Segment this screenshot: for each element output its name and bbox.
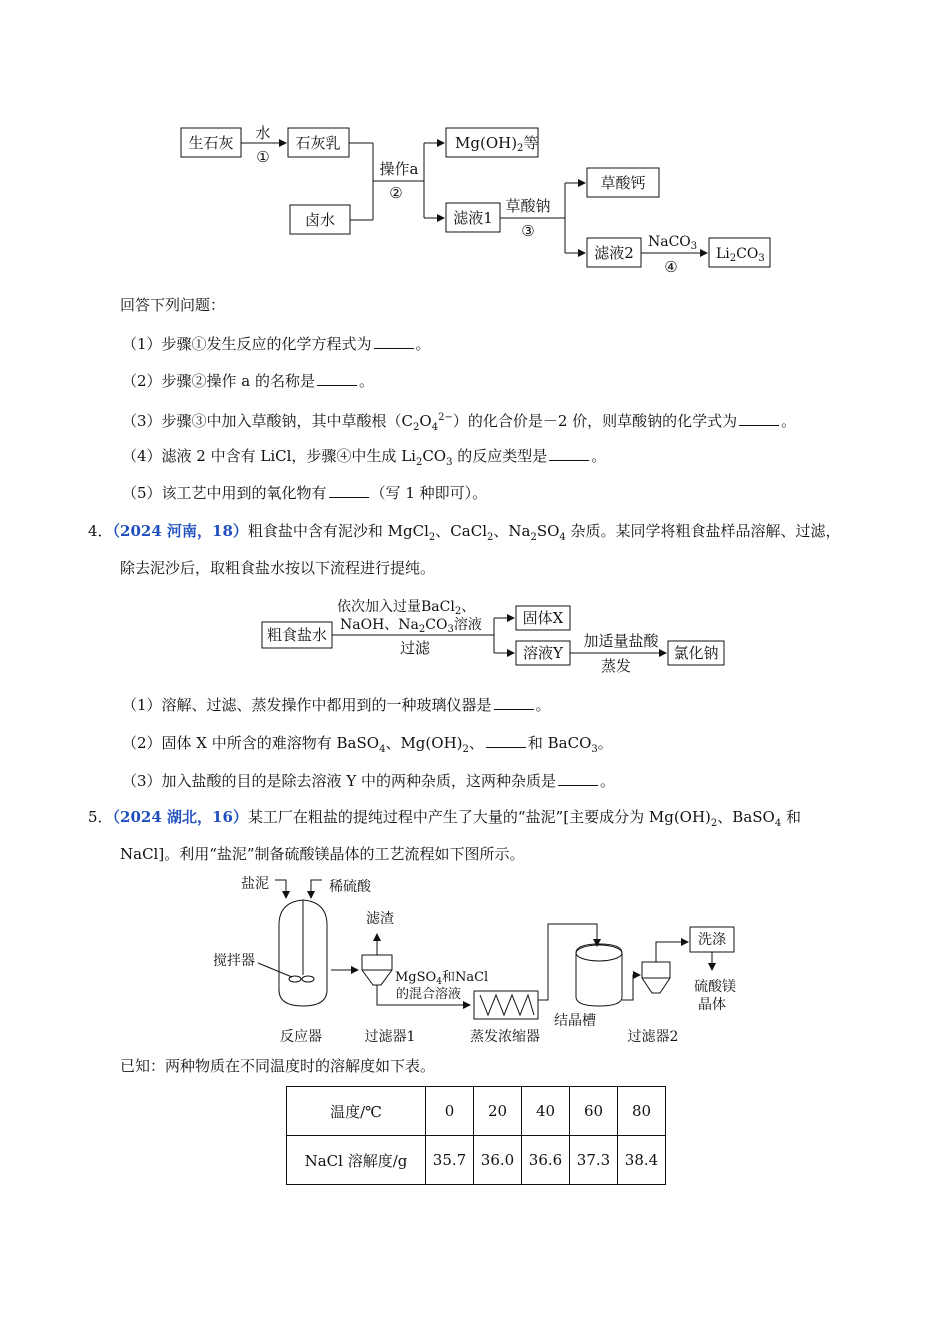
- label-filter: 过滤: [399, 639, 431, 657]
- answer-blank[interactable]: [549, 446, 589, 461]
- label-step1: ①: [256, 148, 270, 166]
- salt-purification-flowchart: [255, 592, 735, 682]
- label-solid-x: 固体X: [522, 609, 564, 627]
- q5-line2: NaCl]。利用“盐泥”制备硫酸镁晶体的工艺流程如下图所示。: [120, 845, 525, 863]
- table-cell: 80: [618, 1087, 666, 1136]
- q5-known: 已知：两种物质在不同温度时的溶解度如下表。: [120, 1057, 436, 1075]
- table-cell: 40: [522, 1087, 570, 1136]
- label-sodium-oxalate: 草酸钠: [505, 197, 551, 215]
- table-cell: 38.4: [618, 1136, 666, 1185]
- magnesium-sulfate-process-diagram: [205, 868, 760, 1050]
- label-crude-brine: 粗食盐水: [266, 626, 328, 644]
- label-evaporate: 蒸发: [600, 657, 632, 675]
- label-wash: 洗涤: [698, 932, 726, 948]
- label-filter1: 过滤器1: [364, 1029, 416, 1045]
- label-product-1: 硫酸镁: [694, 979, 736, 995]
- label-evaporator: 蒸发浓缩器: [470, 1029, 540, 1045]
- table-cell: 36.0: [474, 1136, 522, 1185]
- answer-blank[interactable]: [739, 411, 779, 426]
- label-filtrate1: 滤液1: [453, 209, 493, 227]
- label-quicklime: 生石灰: [188, 134, 234, 152]
- label-add-reagents-2: NaOH、$Na_2CO_3$溶液: [340, 617, 482, 635]
- label-filtrate2: 滤液2: [594, 244, 634, 262]
- answer-blank[interactable]: [329, 483, 369, 498]
- label-step2: ②: [389, 184, 403, 202]
- q4-line1: 4．（2024 河南，18）粗食盐中含有泥沙和 MgCl$_2$、CaCl$_2$、$Na_2SO_4$ 杂质。某同学将粗食盐样品溶解、过滤，: [88, 522, 841, 543]
- table-row: [287, 1087, 666, 1136]
- label-naco: NaCO$_3$: [648, 234, 698, 252]
- label-crystallizer: 结晶槽: [554, 1013, 596, 1029]
- answer-blank[interactable]: [486, 733, 526, 748]
- label-dilute-sulfuric-acid: 稀硫酸: [329, 879, 371, 895]
- table-cell: 温度/℃: [287, 1087, 426, 1136]
- label-product-2: 晶体: [698, 997, 726, 1013]
- q3-part3: （3）步骤③中加入草酸钠，其中草酸根$(C_2O_4^{2-})$的化合价是－2 价，则草酸钠的化学式为 。: [122, 412, 797, 433]
- label-brine: 卤水: [304, 211, 336, 229]
- label-add-reagents-1: 依次加入过量BaCl$_2$、: [337, 599, 476, 617]
- table-cell: 60: [570, 1087, 618, 1136]
- label-salt-mud: 盐泥: [241, 876, 269, 892]
- q4-part3: （3）加入盐酸的目的是除去溶液 Y 中的两种杂质，这两种杂质是 。: [122, 772, 616, 790]
- label-calcium-oxalate: 草酸钙: [600, 174, 646, 192]
- table-cell: 20: [474, 1087, 522, 1136]
- q3-intro: 回答下列问题：: [120, 296, 226, 314]
- q4-part2: （2）固体 X 中所含的难溶物有 BaSO$_4$、$Mg(OH)_2$、 和 BaCO$_3$。: [122, 734, 613, 755]
- label-water: 水: [255, 124, 271, 142]
- table-cell: 0: [426, 1087, 474, 1136]
- table-cell: 37.3: [570, 1136, 618, 1185]
- label-filter2: 过滤器2: [627, 1029, 679, 1045]
- answer-blank[interactable]: [494, 695, 534, 710]
- answer-blank[interactable]: [317, 371, 357, 386]
- label-li2co3: $Li_2CO_3$: [716, 246, 765, 264]
- q3-part5: （5）该工艺中用到的氧化物有 （写 1 种即可）。: [122, 484, 488, 502]
- answer-blank[interactable]: [374, 334, 414, 349]
- label-nacl: 氯化钠: [673, 644, 719, 662]
- label-op-a: 操作a: [379, 160, 419, 178]
- table-row: [287, 1136, 666, 1185]
- label-residue: 滤渣: [366, 911, 394, 927]
- table-cell: 36.6: [522, 1136, 570, 1185]
- q3-part4: （4）滤液 2 中含有 LiCl，步骤④中生成 $Li_2CO_3$ 的反应类型是 。: [122, 447, 607, 468]
- label-step4: ④: [664, 258, 678, 276]
- q3-part2: （2）步骤②操作 a 的名称是 。: [122, 372, 375, 390]
- lithium-flowchart: [170, 118, 790, 278]
- q4-part1: （1）溶解、过滤、蒸发操作中都用到的一种玻璃仪器是 。: [122, 696, 551, 714]
- label-add-hcl: 加适量盐酸: [583, 632, 659, 650]
- table-cell: NaCl 溶解度/g: [287, 1136, 426, 1185]
- q4-line2: 除去泥沙后，取粗食盐水按以下流程进行提纯。: [120, 559, 436, 577]
- q5-line1: 5．（2024 湖北，16）某工厂在粗盐的提纯过程中产生了大量的“盐泥”[主要成分为 $Mg(OH)_2$、BaSO$_4$ 和: [88, 808, 801, 829]
- label-mgoh: $Mg(OH)_2$等: [455, 134, 539, 154]
- label-limemilk: 石灰乳: [295, 134, 341, 152]
- table-cell: 35.7: [426, 1136, 474, 1185]
- answer-blank[interactable]: [558, 771, 598, 786]
- label-stirrer: 搅拌器: [213, 953, 255, 969]
- label-solution-y: 溶液Y: [523, 644, 563, 662]
- q3-part1: （1）步骤①发生反应的化学方程式为 。: [122, 335, 431, 353]
- label-mix-solution-1: MgSO$_4$和NaCl: [395, 970, 489, 987]
- crystallizer-tank: [576, 944, 622, 1006]
- label-step3: ③: [521, 222, 535, 240]
- solubility-table: [286, 1086, 666, 1185]
- label-reactor: 反应器: [280, 1029, 322, 1045]
- label-mix-solution-2: 的混合溶液: [396, 987, 462, 1002]
